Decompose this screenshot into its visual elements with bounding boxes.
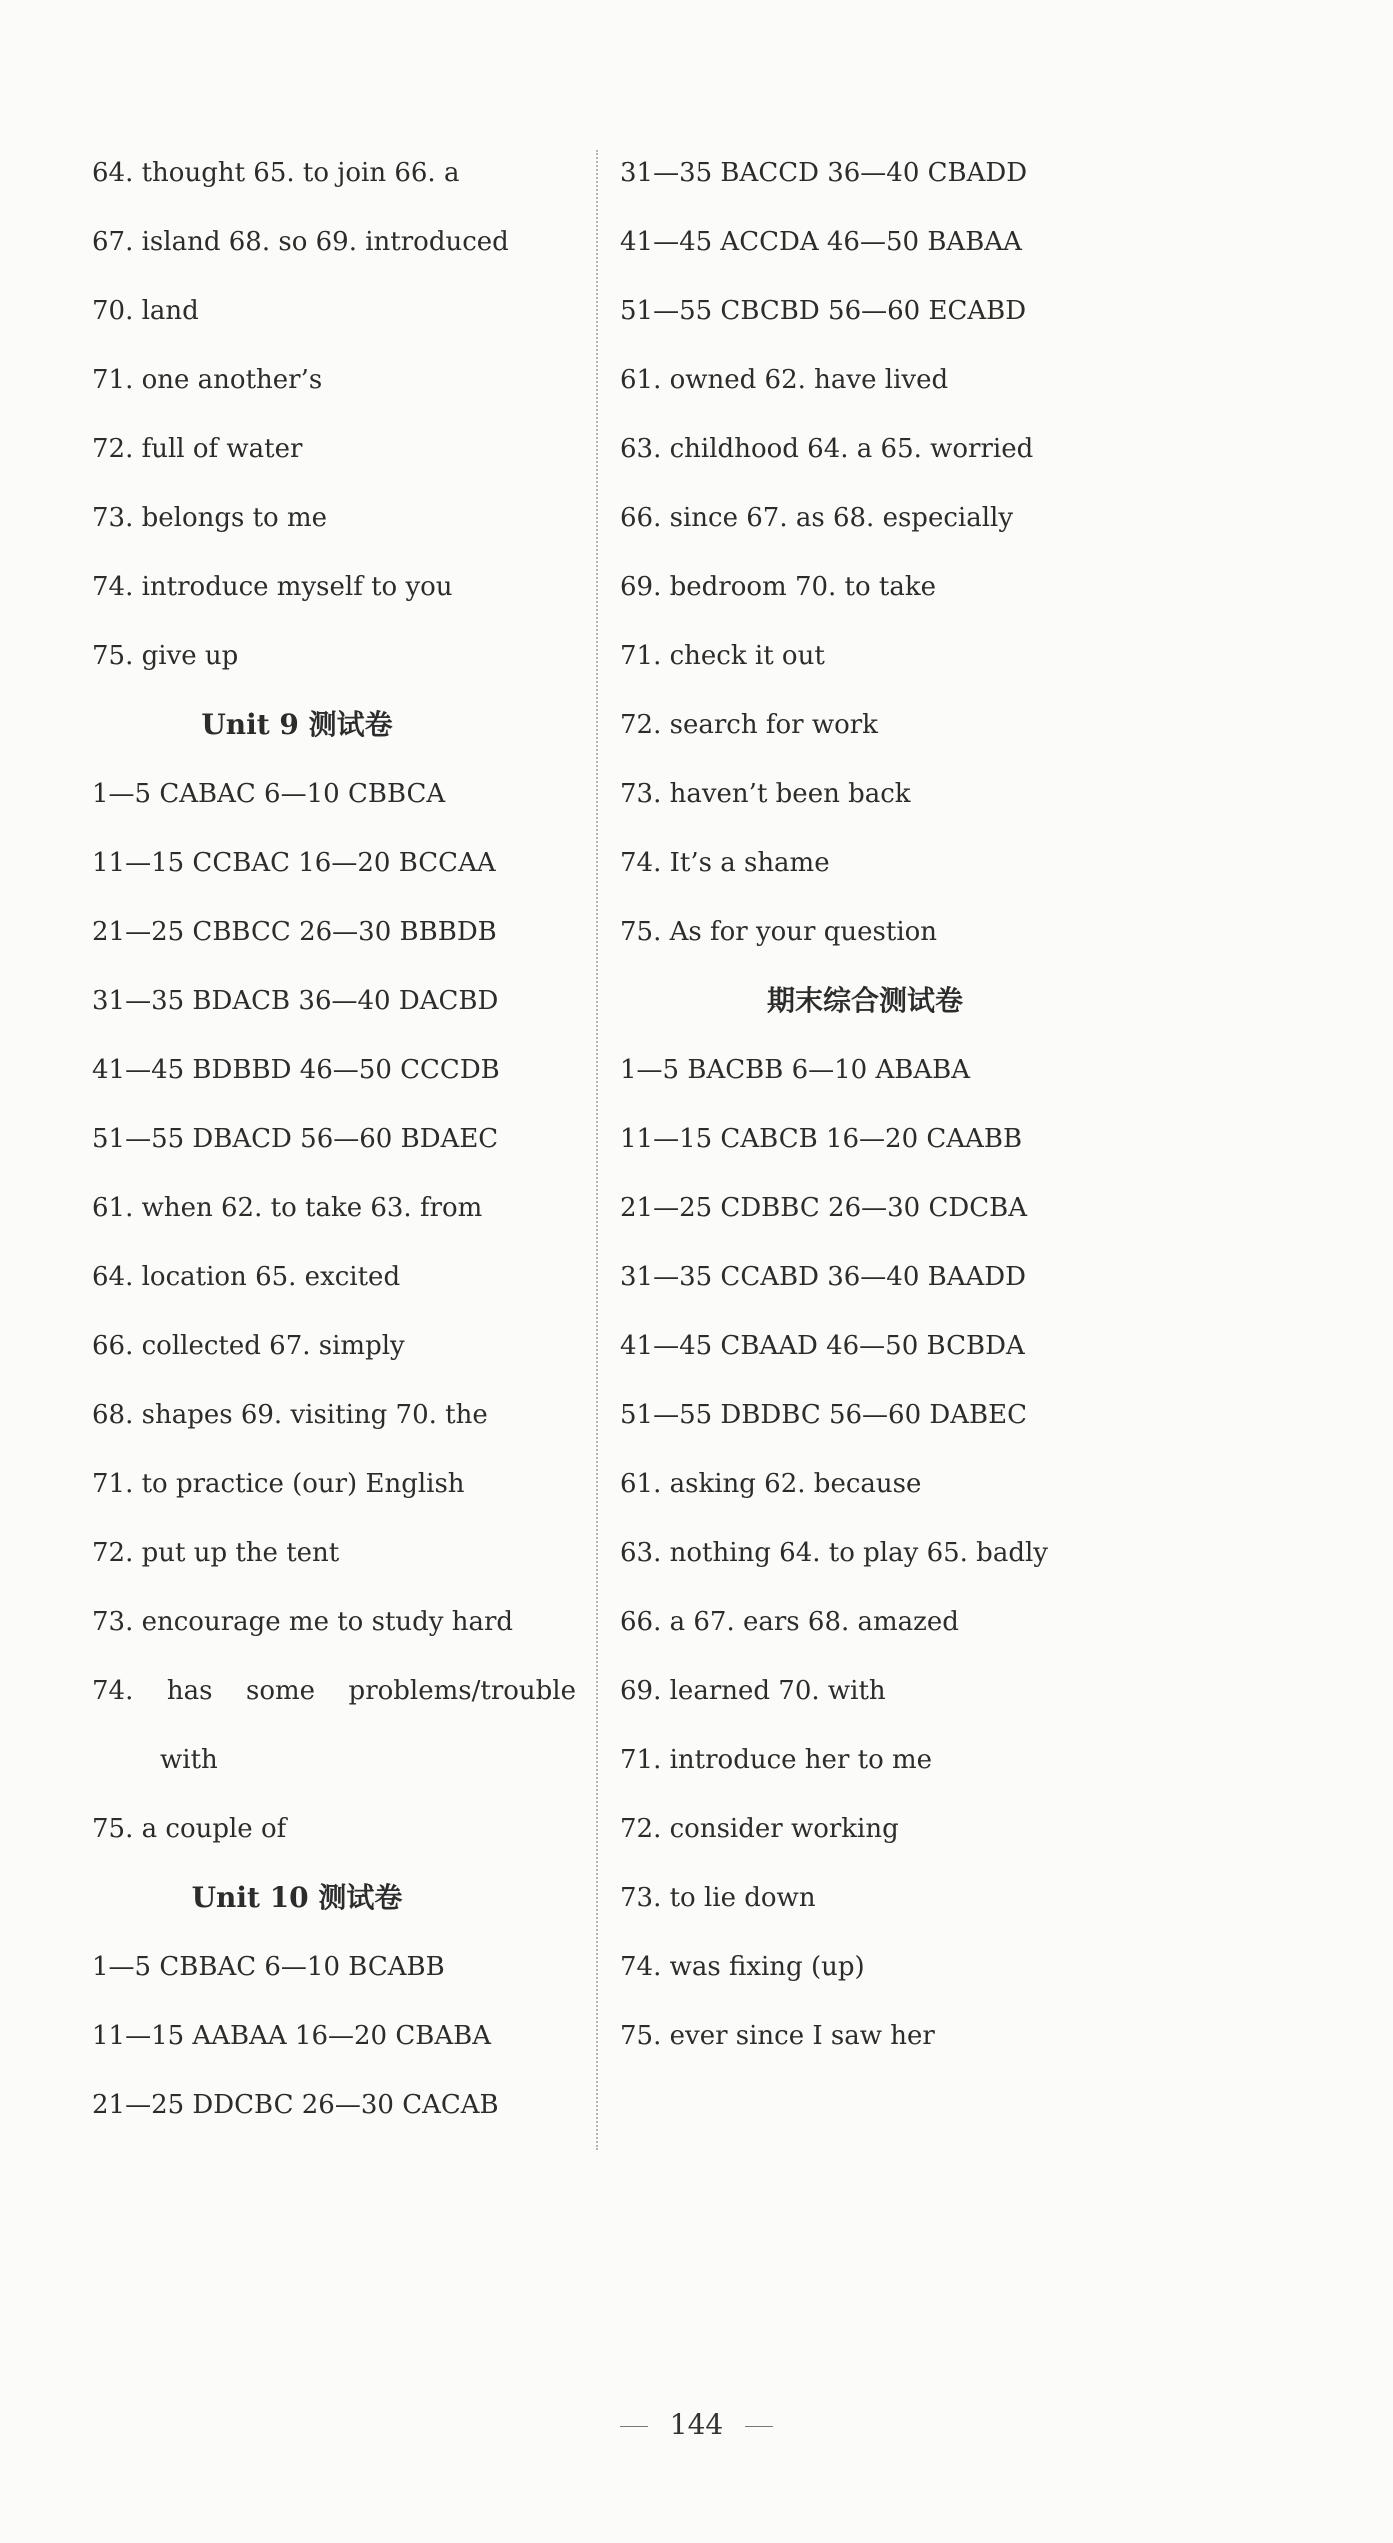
- answer-line: 70. land: [92, 296, 199, 326]
- answer-line: 1—5 CBBAC 6—10 BCABB: [92, 1952, 445, 1982]
- answer-line: 71. one another’s: [92, 365, 323, 395]
- answer-line: 71. introduce her to me: [620, 1745, 933, 1775]
- answer-line: 31—35 BDACB 36—40 DACBD: [92, 986, 499, 1016]
- answer-line: 41—45 BDBBD 46—50 CCCDB: [92, 1055, 500, 1085]
- answer-line: 1—5 CABAC 6—10 CBBCA: [92, 779, 446, 809]
- answer-word: problems/trouble: [348, 1676, 576, 1706]
- answer-line: 21—25 CBBCC 26—30 BBBDB: [92, 917, 497, 947]
- answer-word: some: [245, 1676, 316, 1706]
- answer-line: 72. consider working: [620, 1814, 899, 1844]
- answer-line: 64. location 65. excited: [92, 1262, 401, 1292]
- answer-line: 31—35 BACCD 36—40 CBADD: [620, 158, 1028, 188]
- answer-line: 64. thought 65. to join 66. a: [92, 158, 460, 188]
- answer-line: 61. when 62. to take 63. from: [92, 1193, 483, 1223]
- column-divider: [596, 150, 598, 2150]
- answer-line: 75. give up: [92, 641, 239, 671]
- left-answer-column: [92, 150, 592, 2151]
- answer-line: 41—45 ACCDA 46—50 BABAA: [620, 227, 1022, 257]
- answer-word: 74.: [92, 1676, 134, 1706]
- footer-dash-left: [620, 2426, 648, 2427]
- answer-word: has: [166, 1676, 213, 1706]
- section-heading: Unit 9 测试卷: [201, 708, 393, 741]
- section-heading: 期末综合测试卷: [766, 984, 963, 1017]
- answer-line: 69. learned 70. with: [620, 1676, 886, 1706]
- answer-line: 51—55 DBACD 56—60 BDAEC: [92, 1124, 499, 1154]
- answer-line: 63. childhood 64. a 65. worried: [620, 434, 1034, 464]
- answer-line: 1—5 BACBB 6—10 ABABA: [620, 1055, 971, 1085]
- answer-line: 66. a 67. ears 68. amazed: [620, 1607, 959, 1637]
- answer-line: 61. asking 62. because: [620, 1469, 922, 1499]
- answer-line: 74. introduce myself to you: [92, 572, 453, 602]
- answer-line-justified: [92, 1668, 576, 1737]
- answer-line: 72. full of water: [92, 434, 303, 464]
- answer-line: 74. was fixing (up): [620, 1952, 865, 1982]
- page-number: 144: [669, 2408, 724, 2441]
- answer-line: 21—25 CDBBC 26—30 CDCBA: [620, 1193, 1027, 1223]
- answer-line: 73. encourage me to study hard: [92, 1607, 514, 1637]
- answer-line: 71. to practice (our) English: [92, 1469, 465, 1499]
- answer-line: 73. to lie down: [620, 1883, 816, 1913]
- answer-line: 51—55 DBDBC 56—60 DABEC: [620, 1400, 1028, 1430]
- answer-line-continuation: with: [160, 1745, 218, 1775]
- answer-line: 51—55 CBCBD 56—60 ECABD: [620, 296, 1027, 326]
- answer-line: 74. It’s a shame: [620, 848, 830, 878]
- answer-line: 31—35 CCABD 36—40 BAADD: [620, 1262, 1026, 1292]
- answer-line: 11—15 AABAA 16—20 CBABA: [92, 2021, 492, 2051]
- answer-line: 73. belongs to me: [92, 503, 328, 533]
- answer-line: 73. haven’t been back: [620, 779, 911, 809]
- answer-line: 41—45 CBAAD 46—50 BCBDA: [620, 1331, 1025, 1361]
- answer-line: 63. nothing 64. to play 65. badly: [620, 1538, 1048, 1568]
- footer-dash-right: [745, 2426, 773, 2427]
- page-footer: [0, 2408, 1393, 2441]
- answer-line: 67. island 68. so 69. introduced: [92, 227, 509, 257]
- answer-line: 75. a couple of: [92, 1814, 287, 1844]
- answer-line: 69. bedroom 70. to take: [620, 572, 937, 602]
- answer-line: 75. ever since I saw her: [620, 2021, 935, 2051]
- answer-line: 75. As for your question: [620, 917, 938, 947]
- section-heading: Unit 10 测试卷: [191, 1881, 403, 1914]
- answer-line: 61. owned 62. have lived: [620, 365, 949, 395]
- answer-line: 68. shapes 69. visiting 70. the: [92, 1400, 488, 1430]
- answer-line: 21—25 DDCBC 26—30 CACAB: [92, 2090, 499, 2120]
- answer-line: 66. collected 67. simply: [92, 1331, 405, 1361]
- answer-line: 11—15 CABCB 16—20 CAABB: [620, 1124, 1023, 1154]
- answer-line: 72. search for work: [620, 710, 878, 740]
- answer-line: 11—15 CCBAC 16—20 BCCAA: [92, 848, 496, 878]
- answer-line: 72. put up the tent: [92, 1538, 340, 1568]
- answer-line: 66. since 67. as 68. especially: [620, 503, 1014, 533]
- right-answer-column: [620, 150, 1140, 2082]
- answer-line: 71. check it out: [620, 641, 825, 671]
